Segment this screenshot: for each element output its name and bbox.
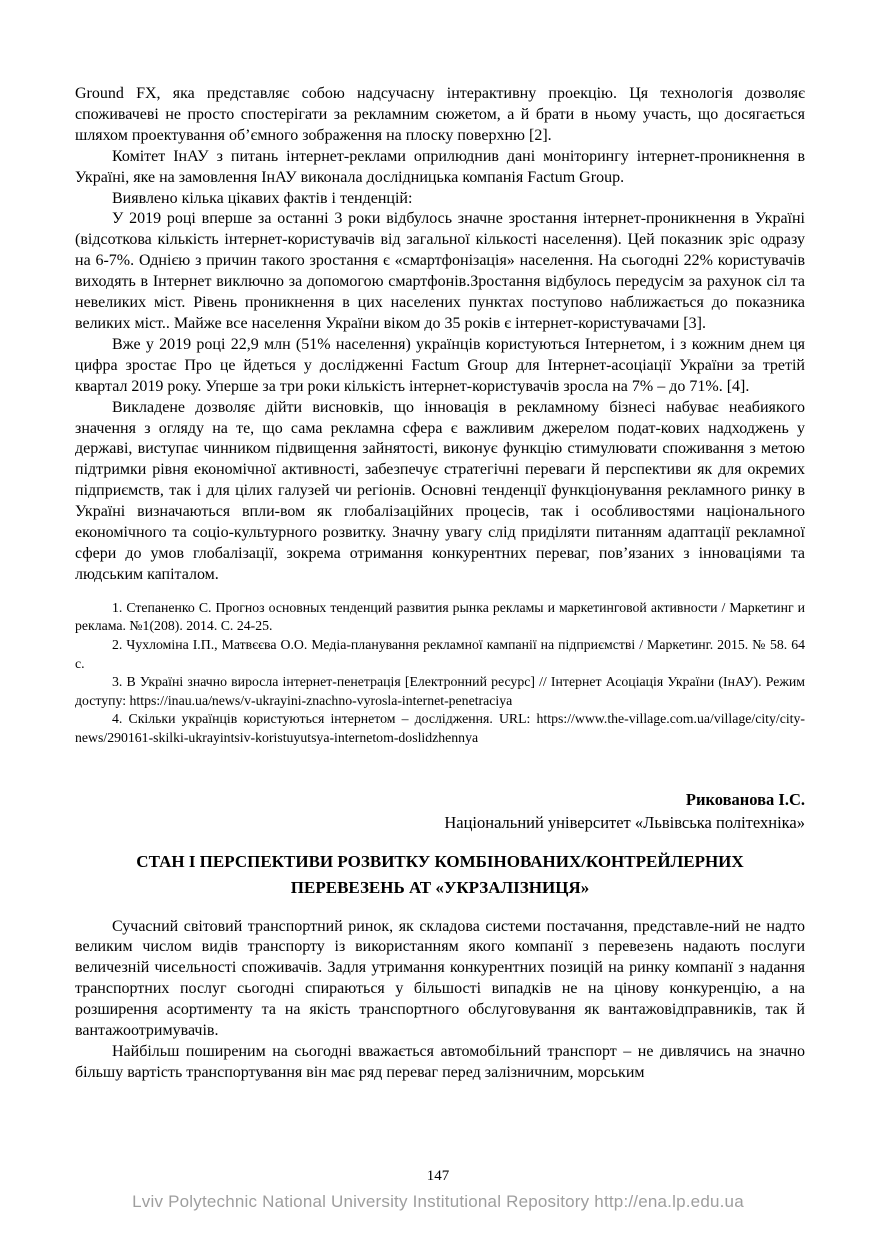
article-title-line: ПЕРЕВЕЗЕНЬ АТ «УКРЗАЛІЗНИЦЯ» <box>290 877 590 897</box>
reference-item: 2. Чухломіна І.П., Матвєєва О.О. Медіа-планування рекламної кампанії на підприємстві / Маркетинг. 2015. № 58. 64 с. <box>75 636 805 671</box>
paragraph: Викладене дозволяє дійти висновків, що інновація в рекламному бізнесі набуває неабиякого значення з огляду на те, що сама рекламна сфера є важливим джерелом подат-кових надходжень у державі, виступає чинником підвищення зайнятості, виконує функцію стимулювати споживання з метою підтримки рівня економічної активності, забезпечує стратегічні переваги й перспективи як для окремих підприємств, так і для цілих галузей чи регіонів. Основні тенденції функціонування рекламного ринку в Україні визначаються впли-вом як глобалізаційних процесів, так і особливостями національного економічного та соціо-культурного розвитку. Значну увагу слід приділяти питанням адаптації рекламної сфери до умов глобалізації, зокрема отримання конкурентних переваг, пов’язаних з інноваціями та людським капіталом. <box>75 398 805 583</box>
paragraph: Вже у 2019 році 22,9 млн (51% населення) українців користуються Інтернетом, і з кожним днем ця цифра зростає Про це йдеться у дослідженні Factum Group для Інтернет-асоціації України за третій квартал 2019 року. Уперше за три роки кількість інтернет-користувачів зросла на 7% – до 71%. [4]. <box>75 335 805 395</box>
paragraph: Виявлено кілька цікавих фактів і тенденцій: <box>112 189 413 207</box>
author-affiliation: Національний університет «Львівська політехніка» <box>444 812 805 832</box>
article-1-continuation <box>75 84 805 748</box>
page-number: 147 <box>426 1168 450 1184</box>
paragraph: Сучасний світовий транспортний ринок, як складова системи постачання, представле-ний не надто великим числом видів транспорту із використанням якого компанії з перевезень надають послуги величезній чисельності споживачів. Задля утримання конкурентних позицій на ринку компанії з надання транспортних послуг сьогодні спираються у більшості випадків не на цінову конкуренцію, а на розширення асортименту та на якість транспортного обслуговування як вантажовідправників, так й вантажоотримувачів. <box>75 917 805 1040</box>
article-2 <box>75 788 805 1084</box>
paragraph: Ground FX, яка представляє собою надсучасну інтерактивну проекцію. Ця технологія дозволяє споживачеві не просто спостерігати за рекламним сюжетом, а й брати в ньому участь, що досягається шляхом проектування об’ємного зображення на плоску поверхню [2]. <box>75 85 805 144</box>
repository-footer: Lviv Polytechnic National University Institutional Repository http://ena.lp.edu.ua <box>132 1192 744 1211</box>
author-name: Рикованова І.С. <box>685 789 805 809</box>
author-block <box>75 788 805 834</box>
article-title <box>75 849 805 901</box>
paragraph: Комітет ІнАУ з питань інтернет-реклами оприлюднив дані моніторингу інтернет-проникнення в Україні, яке на замовлення ІнАУ виконала дослідницька компанія Factum Group. <box>75 147 805 186</box>
article-2-body <box>75 917 805 1084</box>
reference-item: 3. В Україні значно виросла інтернет-пенетрація [Електронний ресурс] // Інтернет Асоціація України (ІнАУ). Режим доступу: https://inau.ua/news/v-ukrayini-znachno-vyrosla-internet-penetraciya <box>75 674 805 708</box>
reference-item: 1. Степаненко С. Прогноз основных тенденций развития рынка рекламы и маркетинговой активности / Маркетинг и реклама. №1(208). 2014. С. 24-25. <box>75 599 805 634</box>
references-list <box>75 599 805 748</box>
paragraph: Найбільш поширеним на сьогодні вважається автомобільний транспорт – не дивлячись на значно більшу вартість транспортування він має ряд переваг перед залізничним, морським <box>75 1042 805 1081</box>
reference-item: 4. Скільки українців користуються інтернетом – дослідження. URL: https://www.the-village.com.ua/village/city/city-news/290161-skilki-ukrayintsiv-koristuyutsya-internetom-doslidzhennya <box>75 711 805 745</box>
paragraph: У 2019 році вперше за останні 3 роки відбулось значне зростання інтернет-проникнення в Україні (відсоткова кількість інтернет-користувачів від загальної кількості населення). Цей показник зріс одразу на 6-7%. Однією з причин такого зростання є «смартфонізація» населення. На сьогодні 22% користувачів виходять в Інтернет виключно за допомогою смартфонів.Зростання відбулось передусім за рахунок сіл та невеликих міст. Рівень проникнення в цих населених пунктах поступово наближається до показника великих міст.. Майже все населення України віком до 35 років є інтернет-користувачами [3]. <box>75 210 805 332</box>
article-title-line: СТАН І ПЕРСПЕКТИВИ РОЗВИТКУ КОМБІНОВАНИХ/КОНТРЕЙЛЕРНИХ <box>136 851 744 871</box>
